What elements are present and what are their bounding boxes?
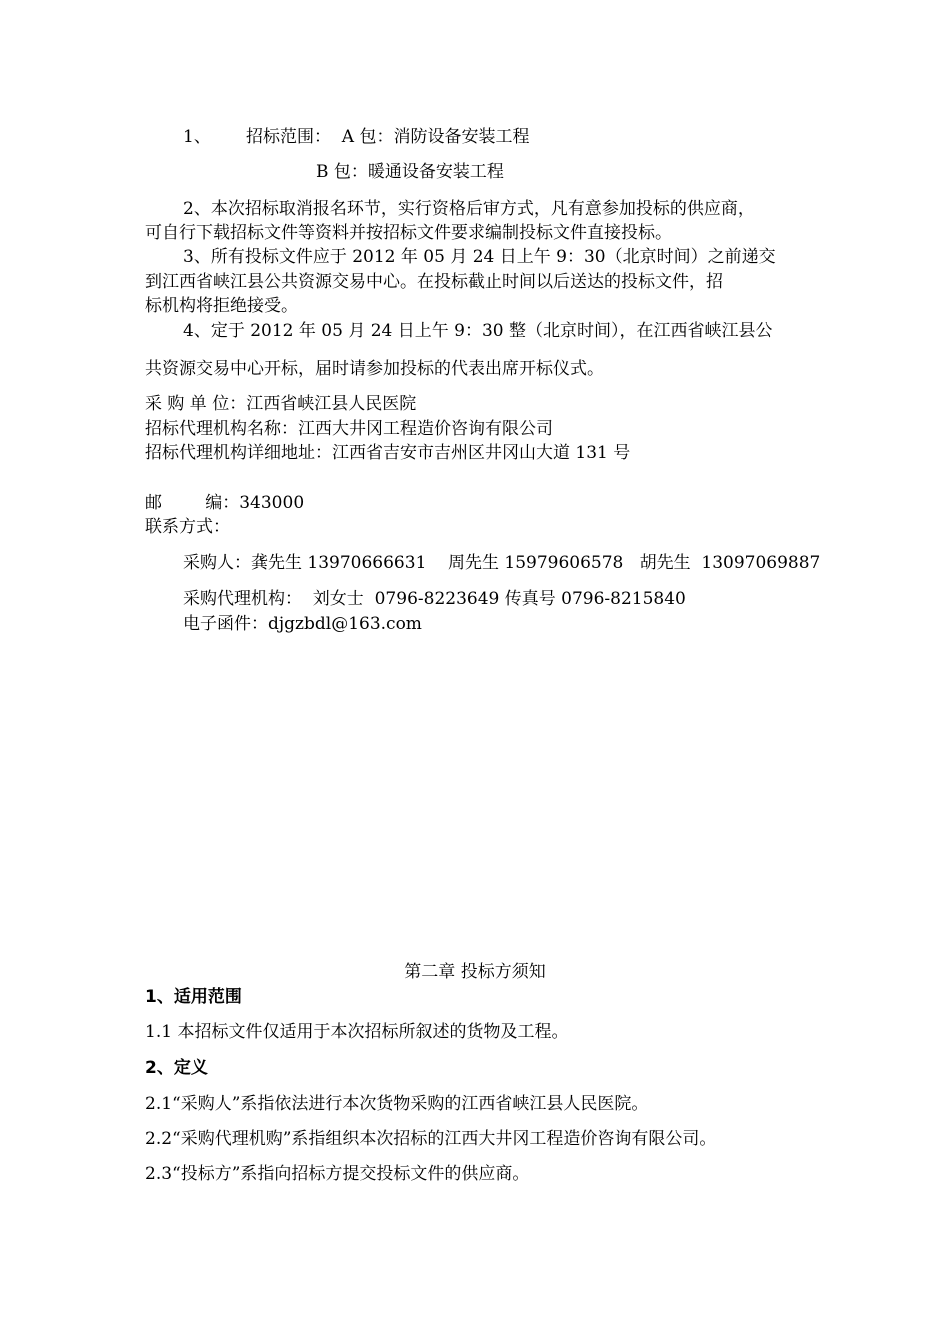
item3-line1: 3、所有投标文件应于 2012 年 05 月 24 日上午 9：30（北京时间）之前递交 xyxy=(183,247,776,267)
agent-address: 招标代理机构详细地址：江西省吉安市吉州区井冈山大道 131 号 xyxy=(145,443,631,463)
agent-contacts: 采购代理机构： 刘女士 0796-8223649 传真号 0796-8215840 xyxy=(183,589,686,609)
section1-1: 1.1 本招标文件仅适用于本次招标所叙述的货物及工程。 xyxy=(145,1022,569,1042)
section2-1: 2.1“采购人”系指依法进行本次货物采购的江西省峡江县人民医院。 xyxy=(145,1094,649,1114)
item2-line2: 可自行下载招标文件等资料并按招标文件要求编制投标文件直接投标。 xyxy=(145,223,672,243)
buyer-contacts: 采购人：龚先生 13970666631 周先生 15979606578 胡先生 13097069887 xyxy=(183,553,821,573)
item1-scope-a: 招标范围： A 包：消防设备安装工程 xyxy=(246,127,530,147)
section2-heading: 2、定义 xyxy=(145,1058,208,1078)
agent-name: 招标代理机构名称：江西大井冈工程造价咨询有限公司 xyxy=(145,419,553,439)
item3-line2: 到江西省峡江县公共资源交易中心。在投标截止时间以后送达的投标文件，招 xyxy=(145,272,723,292)
email-line: 电子函件：djgzbdl@163.com xyxy=(183,614,422,634)
item4-line2: 共资源交易中心开标，届时请参加投标的代表出席开标仪式。 xyxy=(145,359,604,379)
postal-label: 邮 编： xyxy=(145,493,240,513)
section2-3: 2.3“投标方”系指向招标方提交投标文件的供应商。 xyxy=(145,1164,530,1184)
section1-heading: 1、适用范围 xyxy=(145,987,242,1007)
item2-line1: 2、本次招标取消报名环节，实行资格后审方式，凡有意参加投标的供应商， xyxy=(183,199,755,219)
item3-line3: 标机构将拒绝接受。 xyxy=(145,296,298,316)
chapter-title: 第二章 投标方须知 xyxy=(404,962,546,982)
postal-line xyxy=(145,492,304,514)
item4-line1: 4、定于 2012 年 05 月 24 日上午 9：30 整（北京时间），在江西省峡江县公 xyxy=(183,321,773,341)
buyer-unit: 采 购 单 位：江西省峡江县人民医院 xyxy=(145,394,417,414)
item1-scope-b: B 包：暖通设备安装工程 xyxy=(316,162,504,182)
section2-2: 2.2“采购代理机购”系指组织本次招标的江西大井冈工程造价咨询有限公司。 xyxy=(145,1129,717,1149)
item1-number: 1、 xyxy=(183,127,211,147)
contact-label: 联系方式： xyxy=(145,517,230,537)
postal-code: 343000 xyxy=(239,493,305,513)
